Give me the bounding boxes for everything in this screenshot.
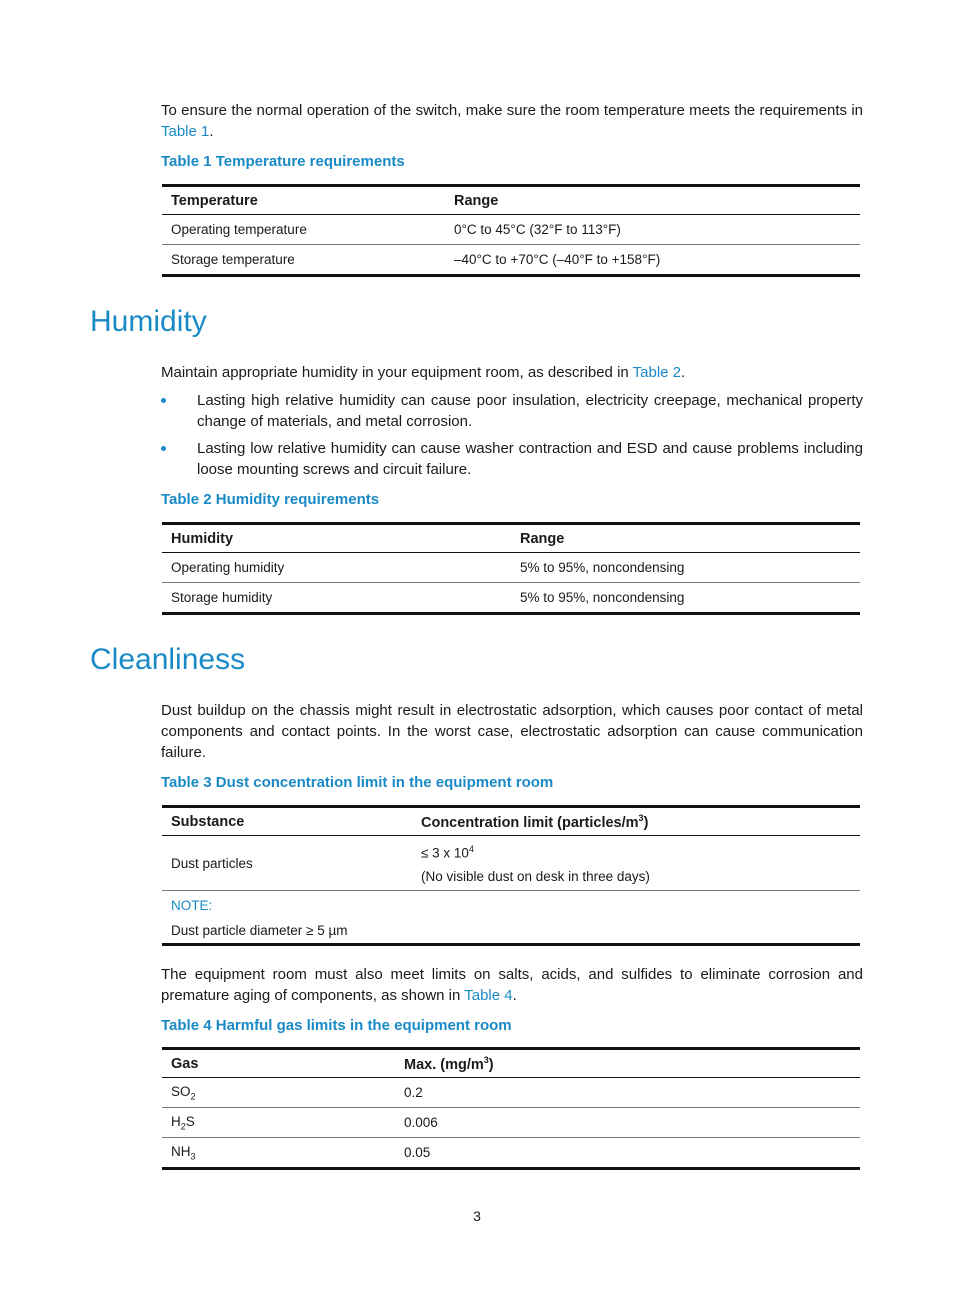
table-2-link[interactable]: Table 2 [632, 364, 682, 381]
dust-limit-value [421, 837, 851, 866]
table-header: Substance [162, 807, 412, 836]
dust-table [162, 805, 860, 946]
table-2-caption: Table 2 Humidity requirements [161, 491, 380, 508]
table-header: Gas [162, 1049, 395, 1078]
table-header: Temperature [162, 186, 445, 215]
table-cell: 0°C to 45°C (32°F to 113°F) [445, 215, 860, 245]
bullet-icon [161, 398, 166, 403]
header-superscript: 3 [483, 1054, 489, 1065]
table-row [162, 553, 860, 583]
header-text: Concentration limit (particles/m [421, 814, 639, 831]
table-header [395, 1049, 860, 1078]
gas-text: The equipment room must also meet limits on salts, acids, and sulfides to eliminate corrosion and premature aging of components, as shown in [161, 966, 863, 1004]
table-cell: 5% to 95%, noncondensing [511, 553, 860, 583]
cleanliness-paragraph: Dust buildup on the chassis might result in electrostatic adsorption, which causes poor contact of metal components and contact points. In the worst case, electrostatic adsorption can cause communication failure. [161, 702, 863, 761]
list-item [161, 390, 863, 432]
table-cell [162, 1138, 395, 1169]
intro-text: To ensure the normal operation of the switch, make sure the room temperature meets the requirements in [161, 102, 863, 119]
temperature-table [162, 184, 860, 277]
header-text: Max. (mg/m [404, 1056, 484, 1073]
limit-exponent: 4 [468, 843, 474, 854]
table-row [162, 245, 860, 276]
gas-text-end: . [512, 987, 517, 1004]
gas-formula: SO [171, 1083, 191, 1099]
humidity-bullet-list [161, 390, 863, 486]
table-cell: 0.2 [395, 1078, 860, 1108]
humidity-paragraph [161, 362, 863, 383]
note-label: NOTE: [171, 898, 213, 913]
gas-subscript: 3 [190, 1151, 196, 1162]
list-item [161, 438, 863, 480]
gas-table [162, 1047, 860, 1170]
gas-formula: NH [171, 1143, 191, 1159]
table-row [162, 1138, 860, 1169]
table-cell: Storage humidity [162, 583, 511, 614]
table-row [162, 583, 860, 614]
humidity-table [162, 522, 860, 615]
gas-subscript: 2 [180, 1121, 186, 1132]
table-cell: Dust particles [162, 836, 412, 891]
table-cell: 0.006 [395, 1108, 860, 1138]
intro-text-end: . [209, 123, 214, 140]
table-1-caption: Table 1 Temperature requirements [161, 153, 405, 170]
header-text-end: ) [643, 814, 649, 831]
table-cell: Storage temperature [162, 245, 445, 276]
gas-paragraph [161, 964, 863, 1006]
page-number: 3 [473, 1208, 481, 1224]
table-3-caption: Table 3 Dust concentration limit in the equipment room [161, 774, 554, 791]
table-header [412, 807, 860, 836]
table-cell: Operating temperature [162, 215, 445, 245]
table-header: Range [445, 186, 860, 215]
list-item-text: Lasting low relative humidity can cause washer contraction and ESD and cause problems including loose mounting screws and circuit failure. [197, 440, 863, 478]
table-header: Range [511, 524, 860, 553]
table-cell: 0.05 [395, 1138, 860, 1169]
table-row [162, 836, 860, 891]
table-header: Humidity [162, 524, 511, 553]
table-cell: Operating humidity [162, 553, 511, 583]
intro-paragraph [161, 100, 863, 142]
humidity-text: Maintain appropriate humidity in your equipment room, as described in [161, 364, 633, 381]
note-text: Dust particle diameter ≥ 5 µm [171, 923, 348, 938]
limit-text: ≤ 3 x 10 [421, 845, 469, 861]
table-cell [162, 1108, 395, 1138]
humidity-text-end: . [681, 364, 686, 381]
table-4-caption: Table 4 Harmful gas limits in the equipment room [161, 1017, 512, 1034]
note-row [162, 891, 860, 945]
gas-formula: H [171, 1113, 181, 1129]
note-cell [162, 891, 860, 945]
gas-formula-tail: S [185, 1113, 195, 1129]
humidity-heading: Humidity [90, 305, 207, 338]
table-cell [412, 836, 860, 891]
bullet-icon [161, 446, 166, 451]
header-text-end: ) [488, 1056, 494, 1073]
table-cell: –40°C to +70°C (–40°F to +158°F) [445, 245, 860, 276]
list-item-text: Lasting high relative humidity can cause poor insulation, electricity creepage, mechanical property change of materials, and metal corrosion. [197, 392, 863, 430]
table-row [162, 1078, 860, 1108]
table-cell: 5% to 95%, noncondensing [511, 583, 860, 614]
table-4-link[interactable]: Table 4 [464, 987, 513, 1004]
table-row [162, 1108, 860, 1138]
table-1-link[interactable]: Table 1 [161, 123, 210, 140]
table-row [162, 215, 860, 245]
table-cell [162, 1078, 395, 1108]
cleanliness-heading: Cleanliness [90, 643, 246, 676]
dust-limit-note: (No visible dust on desk in three days) [421, 869, 650, 885]
header-superscript: 3 [638, 812, 644, 823]
gas-subscript: 2 [190, 1091, 196, 1102]
